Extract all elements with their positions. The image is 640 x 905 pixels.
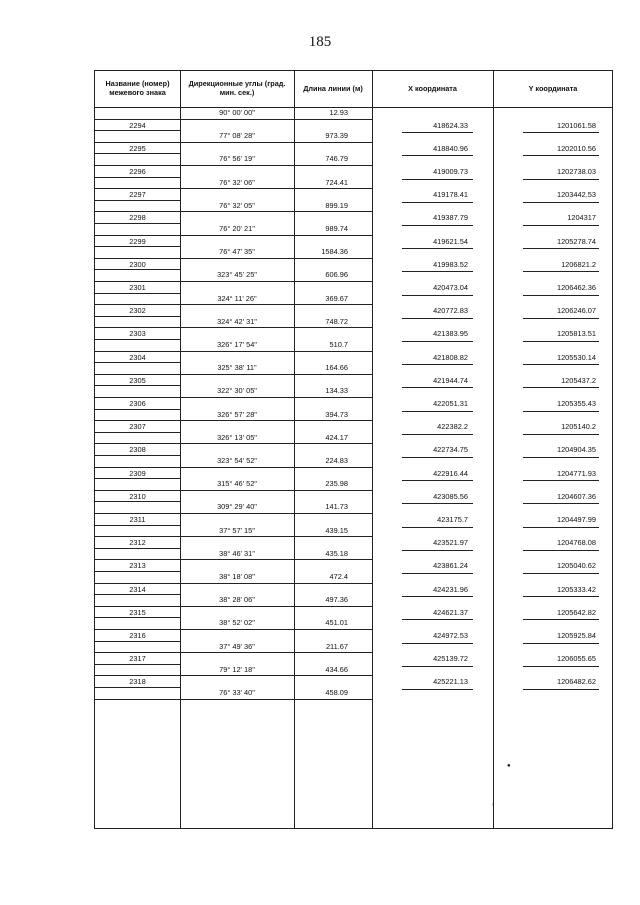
row-separator — [95, 478, 180, 479]
row-separator — [523, 457, 599, 458]
point-name-cell: 2294 — [129, 120, 146, 130]
point-name-cell: 2300 — [129, 259, 146, 269]
point-name-cell: 2298 — [129, 213, 146, 223]
angle-cell: 76° 47' 35" — [219, 247, 255, 257]
row-separator — [523, 666, 599, 667]
row-separator — [95, 536, 180, 537]
row-separator — [523, 503, 599, 504]
length-cell: 606.96 — [325, 270, 348, 280]
row-separator — [95, 548, 180, 549]
row-separator — [95, 258, 180, 259]
row-separator — [95, 664, 180, 665]
point-name-cell: 2310 — [129, 491, 146, 501]
row-separator — [180, 513, 294, 514]
angle-cell: 323° 54' 52" — [217, 456, 257, 465]
row-separator — [180, 351, 294, 352]
length-cell: 235.98 — [325, 479, 348, 489]
point-name-cell: 2312 — [129, 538, 146, 548]
row-separator — [95, 617, 180, 618]
row-separator — [294, 513, 372, 514]
y-coordinate-cell: 1205278.74 — [556, 236, 596, 246]
row-separator — [180, 559, 294, 560]
row-separator — [180, 629, 294, 630]
row-separator — [402, 387, 473, 388]
angle-cell: 315° 46' 52" — [217, 479, 257, 489]
y-coordinate-cell: 1202738.03 — [556, 167, 596, 176]
row-separator — [294, 536, 372, 537]
angle-cell: 326° 13' 05" — [217, 432, 257, 442]
row-separator — [402, 202, 473, 203]
x-coordinate-cell: 420772.83 — [433, 306, 468, 316]
row-separator — [294, 443, 372, 444]
header-x: X координата — [408, 83, 457, 93]
row-separator — [294, 583, 372, 584]
page-number: 185 — [308, 34, 332, 50]
row-separator — [523, 225, 599, 226]
angle-cell: 76° 32' 05" — [219, 200, 255, 210]
row-separator — [294, 420, 372, 421]
row-separator — [402, 179, 473, 180]
row-separator — [523, 132, 599, 133]
y-coordinate-cell: 1205040.62 — [556, 561, 596, 571]
x-coordinate-cell: 420473.04 — [433, 283, 468, 292]
length-cell: 510.7 — [329, 340, 348, 349]
header-length: Длина линии (м) — [303, 83, 363, 93]
row-separator — [294, 397, 372, 398]
row-separator — [523, 550, 599, 551]
length-cell: 211.67 — [325, 641, 348, 651]
row-separator — [180, 165, 294, 166]
row-separator — [523, 295, 599, 296]
row-separator — [180, 675, 294, 676]
y-coordinate-cell: 1206821.2 — [561, 259, 596, 269]
row-separator — [95, 409, 180, 410]
angle-cell: 76° 32' 06" — [219, 177, 255, 187]
row-separator — [402, 527, 473, 528]
row-separator — [95, 467, 180, 468]
angle-cell: 309° 29' 40" — [217, 502, 257, 512]
x-coordinate-cell: 423085.56 — [433, 491, 468, 501]
row-separator — [180, 606, 294, 607]
row-separator — [402, 503, 473, 504]
point-name-cell: 2302 — [129, 306, 146, 316]
angle-cell: 76° 33' 40" — [219, 688, 255, 697]
row-separator — [402, 573, 473, 574]
angle-cell: 90° 00' 00" — [219, 108, 255, 117]
row-separator — [523, 248, 599, 249]
row-separator — [294, 467, 372, 468]
x-coordinate-cell: 425221.13 — [433, 677, 468, 687]
y-coordinate-cell: 1205530.14 — [556, 352, 596, 362]
length-cell: 899.19 — [325, 200, 348, 210]
row-separator — [402, 689, 473, 690]
angle-cell: 322° 30' 05" — [217, 386, 257, 396]
angle-cell: 38° 46' 31" — [219, 548, 255, 558]
length-cell: 989.74 — [325, 224, 348, 233]
row-separator — [294, 351, 372, 352]
x-coordinate-cell: 422382.2 — [437, 422, 468, 432]
row-separator — [294, 629, 372, 630]
row-separator — [523, 179, 599, 180]
header-name: Название (номер) межевого знака — [105, 79, 170, 97]
row-separator — [95, 362, 180, 363]
length-cell: 472.4 — [329, 572, 348, 581]
row-separator — [95, 235, 180, 236]
point-name-cell: 2314 — [129, 584, 146, 594]
point-name-cell: 2295 — [129, 143, 146, 153]
row-separator — [180, 304, 294, 305]
row-separator — [180, 583, 294, 584]
row-separator — [95, 211, 180, 212]
row-separator — [523, 689, 599, 690]
angle-cell: 326° 17' 54" — [217, 340, 257, 349]
angle-cell: 38° 52' 02" — [219, 618, 255, 628]
y-coordinate-cell: 1204607.36 — [556, 491, 596, 501]
point-name-cell: 2305 — [129, 375, 146, 385]
y-coordinate-cell: 1205925.84 — [556, 631, 596, 640]
length-cell: 12.93 — [329, 108, 348, 117]
y-coordinate-cell: 1202010.56 — [556, 143, 596, 153]
x-coordinate-cell: 422734.75 — [433, 445, 468, 455]
row-separator — [95, 374, 180, 375]
row-separator — [402, 643, 473, 644]
angle-cell: 38° 18' 08" — [219, 572, 255, 581]
row-separator — [523, 643, 599, 644]
y-coordinate-cell: 1205333.42 — [556, 584, 596, 594]
x-coordinate-cell: 422916.44 — [433, 468, 468, 478]
x-coordinate-cell: 419009.73 — [433, 167, 468, 176]
row-separator — [180, 119, 294, 120]
point-name-cell: 2316 — [129, 631, 146, 640]
row-separator — [294, 652, 372, 653]
angle-cell: 325° 38' 11" — [217, 363, 257, 373]
x-coordinate-cell: 419983.52 — [433, 259, 468, 269]
row-separator — [180, 699, 294, 700]
row-separator — [95, 142, 180, 143]
angle-cell: 37° 49' 36" — [219, 641, 255, 651]
row-separator — [95, 351, 180, 352]
row-separator — [180, 327, 294, 328]
row-separator — [180, 420, 294, 421]
y-coordinate-cell: 1205355.43 — [556, 399, 596, 408]
header-y: Y координата — [528, 83, 578, 93]
y-coordinate-cell: 1205642.82 — [556, 607, 596, 617]
row-separator — [95, 606, 180, 607]
row-separator — [294, 165, 372, 166]
row-separator — [402, 411, 473, 412]
row-separator — [95, 327, 180, 328]
angle-cell: 326° 57' 28" — [217, 409, 257, 419]
row-separator — [95, 432, 180, 433]
y-coordinate-cell: 1204771.93 — [556, 468, 596, 478]
row-separator — [180, 490, 294, 491]
row-separator — [95, 177, 180, 178]
point-name-cell: 2311 — [129, 515, 146, 524]
x-coordinate-cell: 423175.7 — [437, 515, 468, 524]
row-separator — [402, 271, 473, 272]
row-separator — [95, 223, 180, 224]
row-separator — [523, 434, 599, 435]
x-coordinate-cell: 424231.96 — [433, 584, 468, 594]
row-separator — [95, 571, 180, 572]
x-coordinate-cell: 418840.96 — [433, 143, 468, 153]
coordinates-table — [94, 70, 613, 829]
row-separator — [523, 411, 599, 412]
row-separator — [523, 387, 599, 388]
table-body — [95, 107, 612, 828]
header-angle: Дирекционные углы (град. мин. сек.) — [188, 79, 286, 97]
row-separator — [294, 188, 372, 189]
length-cell: 394.73 — [325, 409, 348, 419]
y-coordinate-cell: 1206055.65 — [556, 654, 596, 664]
row-separator — [95, 165, 180, 166]
row-separator — [402, 596, 473, 597]
row-separator — [95, 641, 180, 642]
row-separator — [95, 525, 180, 526]
row-separator — [95, 583, 180, 584]
row-separator — [180, 188, 294, 189]
angle-cell: 324° 42' 31" — [217, 316, 257, 326]
row-separator — [402, 132, 473, 133]
x-coordinate-cell: 419387.79 — [433, 213, 468, 223]
x-coordinate-cell: 421944.74 — [433, 375, 468, 385]
row-separator — [294, 699, 372, 700]
point-name-cell: 2309 — [129, 468, 146, 478]
row-separator — [294, 490, 372, 491]
length-cell: 435.18 — [325, 548, 348, 558]
row-separator — [95, 652, 180, 653]
row-separator — [294, 327, 372, 328]
row-separator — [180, 652, 294, 653]
row-separator — [95, 594, 180, 595]
row-separator — [294, 235, 372, 236]
y-coordinate-cell: 1206246.07 — [556, 306, 596, 316]
row-separator — [402, 318, 473, 319]
row-separator — [402, 619, 473, 620]
row-separator — [95, 501, 180, 502]
length-cell: 451.01 — [325, 618, 348, 628]
row-separator — [294, 119, 372, 120]
table-header — [95, 71, 612, 108]
point-name-cell: 2303 — [129, 329, 146, 339]
y-coordinate-cell: 1205813.51 — [556, 329, 596, 339]
row-separator — [95, 153, 180, 154]
row-separator — [523, 619, 599, 620]
point-name-cell: 2318 — [129, 677, 146, 687]
row-separator — [180, 281, 294, 282]
length-cell: 434.66 — [325, 664, 348, 674]
row-separator — [180, 443, 294, 444]
row-separator — [523, 596, 599, 597]
row-separator — [523, 341, 599, 342]
x-coordinate-cell: 424972.53 — [433, 631, 468, 640]
row-separator — [95, 699, 180, 700]
row-separator — [523, 480, 599, 481]
row-separator — [294, 675, 372, 676]
angle-cell: 76° 20' 21" — [219, 224, 255, 233]
row-separator — [523, 202, 599, 203]
row-separator — [95, 513, 180, 514]
length-cell: 439.15 — [325, 525, 348, 535]
row-separator — [294, 281, 372, 282]
y-coordinate-cell: 1205140.2 — [561, 422, 596, 432]
row-separator — [95, 188, 180, 189]
row-separator — [523, 364, 599, 365]
row-separator — [95, 385, 180, 386]
row-separator — [180, 142, 294, 143]
y-coordinate-cell: 1206462.36 — [556, 283, 596, 292]
y-coordinate-cell: 1206482.62 — [556, 677, 596, 687]
length-cell: 973.39 — [325, 131, 348, 141]
row-separator — [402, 480, 473, 481]
y-coordinate-cell: 1204768.08 — [556, 538, 596, 548]
x-coordinate-cell: 424621.37 — [433, 607, 468, 617]
length-cell: 134.33 — [325, 386, 348, 396]
x-coordinate-cell: 421383.95 — [433, 329, 468, 339]
y-coordinate-cell: 1204497.99 — [556, 515, 596, 524]
row-separator — [523, 527, 599, 528]
point-name-cell: 2301 — [129, 283, 146, 292]
point-name-cell: 2317 — [129, 654, 146, 664]
length-cell: 497.36 — [325, 595, 348, 605]
y-coordinate-cell: 1201061.58 — [556, 120, 596, 130]
row-separator — [95, 443, 180, 444]
row-separator — [294, 304, 372, 305]
x-coordinate-cell: 418624.33 — [433, 120, 468, 130]
x-coordinate-cell: 419178.41 — [433, 190, 468, 200]
row-separator — [95, 304, 180, 305]
angle-cell: 323° 45' 25" — [217, 270, 257, 280]
point-name-cell: 2315 — [129, 607, 146, 617]
row-separator — [402, 666, 473, 667]
row-separator — [95, 559, 180, 560]
row-separator — [95, 316, 180, 317]
point-name-cell: 2307 — [129, 422, 146, 432]
row-separator — [95, 455, 180, 456]
y-coordinate-cell: 1204904.35 — [556, 445, 596, 455]
row-separator — [294, 374, 372, 375]
row-separator — [95, 675, 180, 676]
row-separator — [402, 364, 473, 365]
length-cell: 224.83 — [325, 456, 348, 465]
row-separator — [402, 155, 473, 156]
length-cell: 748.72 — [325, 316, 348, 326]
row-separator — [180, 467, 294, 468]
y-coordinate-cell: 1203442.53 — [556, 190, 596, 200]
length-cell: 458.09 — [325, 688, 348, 697]
point-name-cell: 2296 — [129, 167, 146, 176]
row-separator — [180, 211, 294, 212]
row-separator — [402, 550, 473, 551]
angle-cell: 77° 08' 28" — [219, 131, 255, 141]
length-cell: 424.17 — [325, 432, 348, 442]
row-separator — [523, 155, 599, 156]
row-separator — [294, 142, 372, 143]
length-cell: 369.67 — [325, 293, 348, 303]
x-coordinate-cell: 419621.54 — [433, 236, 468, 246]
point-name-cell: 2299 — [129, 236, 146, 246]
row-separator — [523, 318, 599, 319]
row-separator — [95, 293, 180, 294]
row-separator — [523, 573, 599, 574]
row-separator — [95, 629, 180, 630]
y-coordinate-cell: 1205437.2 — [561, 375, 596, 385]
row-separator — [95, 339, 180, 340]
row-separator — [95, 200, 180, 201]
row-separator — [95, 420, 180, 421]
x-coordinate-cell: 421808.82 — [433, 352, 468, 362]
x-coordinate-cell: 423861.24 — [433, 561, 468, 571]
row-separator — [180, 374, 294, 375]
length-cell: 141.73 — [325, 502, 348, 512]
point-name-cell: 2313 — [129, 561, 146, 571]
row-separator — [180, 258, 294, 259]
point-name-cell: 2308 — [129, 445, 146, 455]
point-name-cell: 2297 — [129, 190, 146, 200]
length-cell: 164.66 — [325, 363, 348, 373]
angle-cell: 37° 57' 15" — [219, 525, 255, 535]
row-separator — [294, 258, 372, 259]
row-separator — [95, 281, 180, 282]
point-name-cell: 2306 — [129, 399, 146, 408]
row-separator — [95, 687, 180, 688]
row-separator — [402, 248, 473, 249]
x-coordinate-cell: 422051.31 — [433, 399, 468, 408]
row-separator — [402, 457, 473, 458]
row-separator — [95, 397, 180, 398]
row-separator — [402, 341, 473, 342]
row-separator — [95, 246, 180, 247]
angle-cell: 324° 11' 26" — [217, 293, 257, 303]
row-separator — [95, 269, 180, 270]
row-separator — [95, 130, 180, 131]
row-separator — [180, 397, 294, 398]
row-separator — [294, 559, 372, 560]
row-separator — [95, 119, 180, 120]
length-cell: 1584.36 — [321, 247, 348, 257]
row-separator — [402, 225, 473, 226]
x-coordinate-cell: 423521.97 — [433, 538, 468, 548]
angle-cell: 76° 56' 19" — [219, 154, 255, 164]
row-separator — [523, 271, 599, 272]
angle-cell: 38° 28' 06" — [219, 595, 255, 605]
scan-speck-mark: ● — [507, 763, 511, 769]
angle-cell: 79° 12' 18" — [219, 664, 255, 674]
y-coordinate-cell: 1204317 — [567, 213, 596, 223]
length-cell: 724.41 — [325, 177, 348, 187]
row-separator — [180, 536, 294, 537]
row-separator — [95, 490, 180, 491]
row-separator — [402, 295, 473, 296]
point-name-cell: 2304 — [129, 352, 146, 362]
row-separator — [180, 235, 294, 236]
scan-speck-mark: › — [492, 802, 494, 808]
length-cell: 746.79 — [325, 154, 348, 164]
x-coordinate-cell: 425139.72 — [433, 654, 468, 664]
row-separator — [294, 606, 372, 607]
row-separator — [294, 211, 372, 212]
row-separator — [402, 434, 473, 435]
